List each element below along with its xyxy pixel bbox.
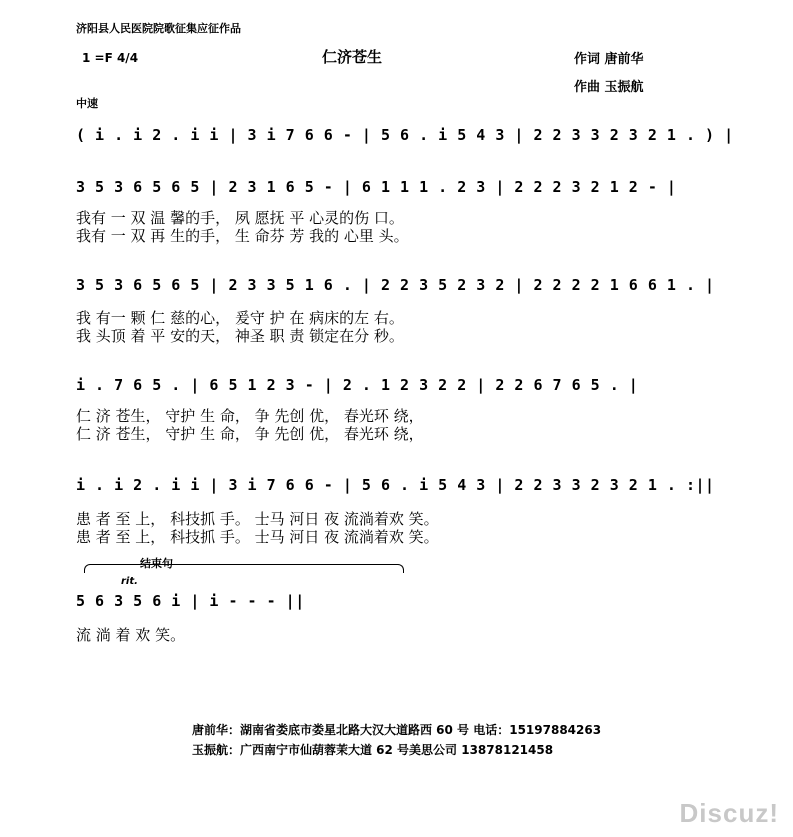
score-line-4: i . 7 6 5 . | 6 5 1 2 3 - | 2 . 1 2 3 2 2 | 2 2 6 7 6 5 . | [76, 376, 639, 394]
score-line-2: 3 5 3 6 5 6 5 | 2 3 1 6 5 - | 6 1 1 1 . 2 3 | 2 2 2 3 2 1 2 - | [76, 178, 677, 196]
contact-lyricist: 唐前华：湖南省娄底市娄星北路大汉大道路西 60 号 电话：15197884263 [192, 723, 602, 737]
ritardando-mark: rit. [121, 576, 138, 587]
score-line-5: i . i 2 . i i | 3 i 7 6 6 - | 5 6 . i 5 4 3 | 2 2 3 3 2 3 2 1 . :|| [76, 476, 715, 494]
document-header: 济阳县人民医院院歌征集应征作品 [76, 22, 241, 35]
watermark-logo: Discuz! [679, 798, 779, 828]
score-line-6: 5 6 3 5 6 i | i - - - || [76, 592, 305, 610]
lyric-line-6: 流 淌 着 欢 笑。 [76, 626, 186, 644]
ending-label: 结束句 [140, 557, 173, 570]
lyric-line-3-verse-2: 我 头顶 着 平 安的天， 神圣 职 责 锁定在分 秒。 [76, 327, 404, 345]
contact-composer: 玉振航：广西南宁市仙葫蓉茉大道 62 号美思公司 13878121458 [192, 743, 554, 757]
lyric-line-2-verse-2: 我有 一 双 再 生的手， 生 命芬 芳 我的 心里 头。 [76, 227, 409, 245]
lyricist-credit: 作词 唐前华 [574, 52, 644, 67]
lyric-line-4-verse-2: 仁 济 苍生， 守护 生 命， 争 先创 优， 春光环 绕， [76, 425, 424, 443]
tempo-marking: 中速 [76, 97, 98, 110]
lyric-line-4-verse-1: 仁 济 苍生， 守护 生 命， 争 先创 优， 春光环 绕， [76, 407, 424, 425]
lyric-line-2-verse-1: 我有 一 双 温 馨的手， 夙 愿抚 平 心灵的伤 口。 [76, 209, 404, 227]
lyric-line-3-verse-1: 我 有一 颗 仁 慈的心， 爰守 护 在 病床的左 右。 [76, 309, 404, 327]
score-line-3: 3 5 3 6 5 6 5 | 2 3 3 5 1 6 . | 2 2 3 5 2 3 2 | 2 2 2 2 1 6 6 1 . | [76, 276, 715, 294]
key-signature: 1 =F 4/4 [82, 51, 139, 65]
song-title: 仁济苍生 [322, 48, 383, 66]
lyric-line-5-verse-2: 患 者 至 上， 科技抓 手。 士马 河日 夜 流淌着欢 笑。 [76, 528, 439, 546]
ending-bracket [84, 564, 404, 573]
composer-credit: 作曲 玉振航 [574, 80, 644, 95]
lyric-line-5-verse-1: 患 者 至 上， 科技抓 手。 士马 河日 夜 流淌着欢 笑。 [76, 510, 439, 528]
score-line-1: ( i . i 2 . i i | 3 i 7 6 6 - | 5 6 . i 5 4 3 | 2 2 3 3 2 3 2 1 . ) | [76, 126, 734, 144]
